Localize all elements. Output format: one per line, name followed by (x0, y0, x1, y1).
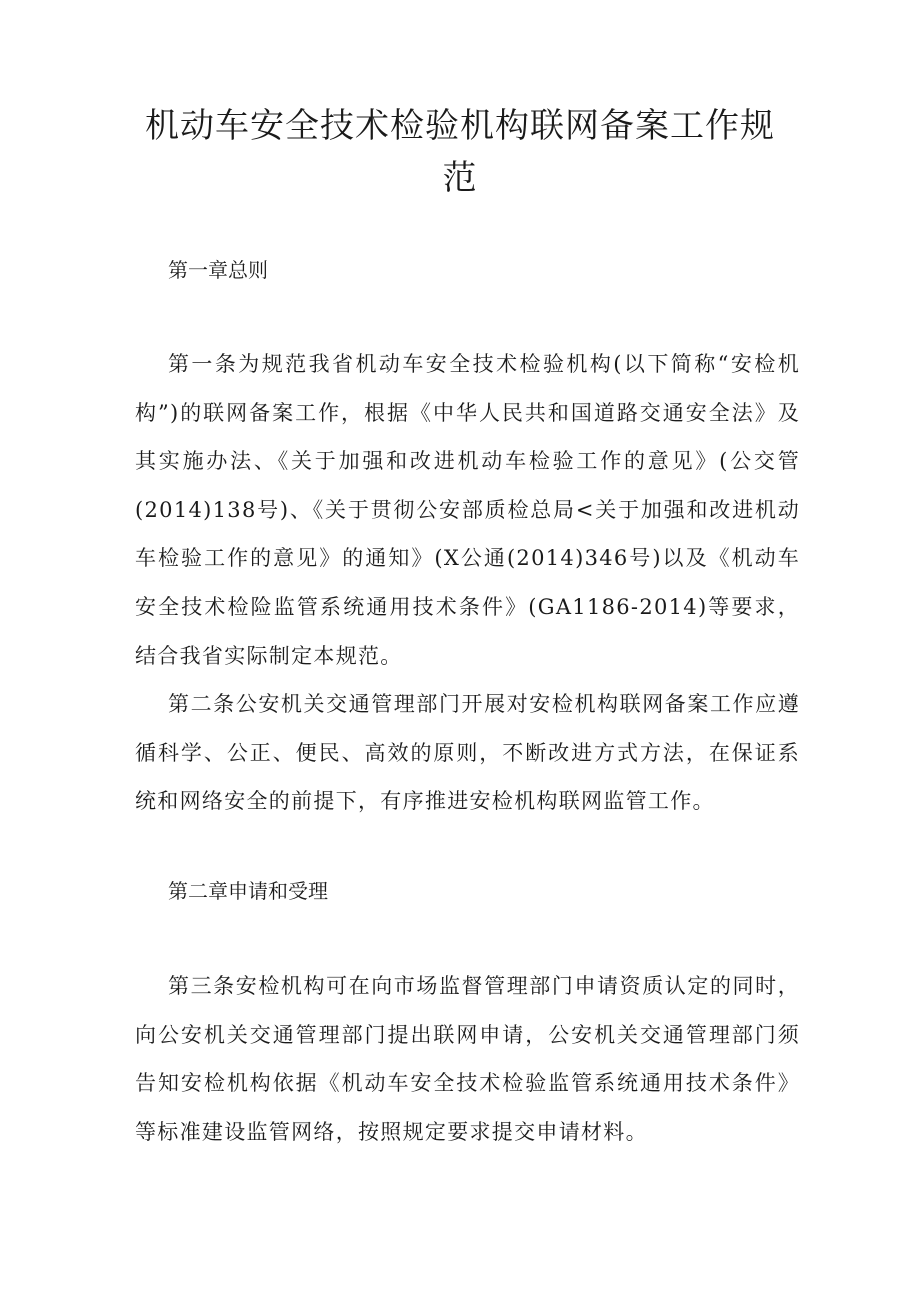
article-1-paragraph: 第一条为规范我省机动车安全技术检验机构(以下简称“安检机构”)的联网备案工作，根据《中华人民共和国道路交通安全法》及其实施办法、《关于加强和改进机动车检验工作的意见》(公交管(2014)138号)、《关于贯彻公安部质检总局<关于加强和改进机动车检验工作的意见》的通知》(X公通(2014)346号)以及《机动车安全技术检险监管系统通用技术条件》(GA1186-2014)等要求，结合我省实际制定本规范。 (135, 352, 800, 668)
article-2-paragraph: 第二条公安机关交通管理部门开展对安检机构联网备案工作应遵循科学、公正、便民、高效的原则，不断改进方式方法，在保证系统和网络安全的前提下，有序推进安检机构联网监管工作。 (135, 692, 800, 814)
chapter-1-heading: 第一章总则 (168, 258, 268, 282)
chapter-2-heading: 第二章申请和受理 (168, 879, 328, 903)
article-3-paragraph: 第三条安检机构可在向市场监督管理部门申请资质认定的同时，向公安机关交通管理部门提出联网申请，公安机关交通管理部门须告知安检机构依据《机动车安全技术检验监管系统通用技术条件》等标准建设监管网络，按照规定要求提交申请材料。 (135, 974, 800, 1144)
document-title: 机动车安全技术检验机构联网备案工作规范 (145, 106, 775, 198)
